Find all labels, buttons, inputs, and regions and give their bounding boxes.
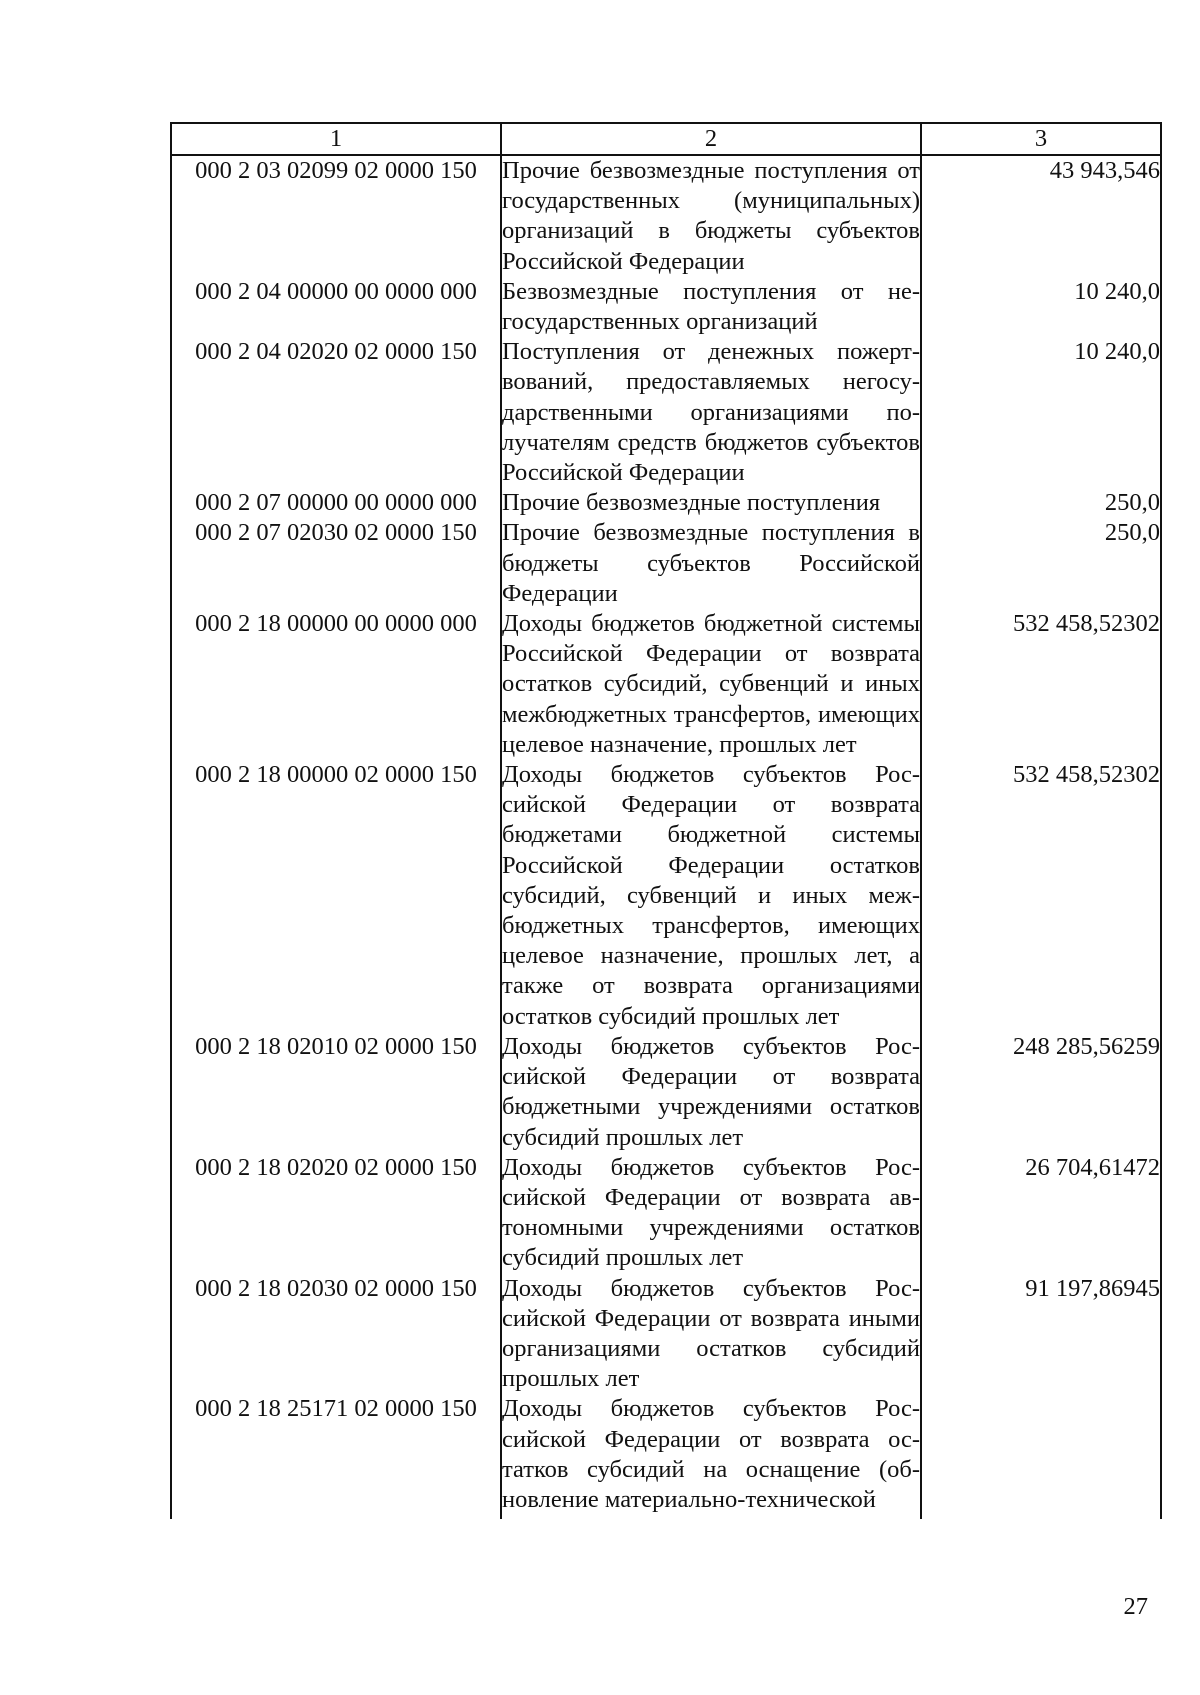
budget-classification-code: 000 2 07 02030 02 0000 150 <box>171 518 501 609</box>
table-row <box>171 518 1161 609</box>
table-row <box>171 155 1161 277</box>
column-number-header-row <box>171 123 1161 155</box>
column-number-2: 2 <box>501 123 921 155</box>
table-row <box>171 760 1161 1032</box>
revenue-amount: 43 943,546 <box>921 155 1161 277</box>
revenue-amount: 10 240,0 <box>921 337 1161 488</box>
budget-revenue-table <box>170 122 1162 1519</box>
revenue-description: Безвозмездные поступления от негосударственных организаций <box>501 277 921 337</box>
revenue-amount: 250,0 <box>921 518 1161 609</box>
budget-classification-code: 000 2 03 02099 02 0000 150 <box>171 155 501 277</box>
revenue-amount: 532 458,52302 <box>921 760 1161 1032</box>
page-number: 27 <box>1123 1593 1148 1620</box>
revenue-description: Прочие безвозмездные поступления в бюджеты субъектов Российской Федерации <box>501 518 921 609</box>
revenue-amount: 248 285,56259 <box>921 1032 1161 1153</box>
revenue-amount: 26 704,61472 <box>921 1153 1161 1274</box>
table-row <box>171 1153 1161 1274</box>
table-row <box>171 1032 1161 1153</box>
revenue-description: Доходы бюджетов субъектов Российской Федерации от возврата автономными учреждениями остатков субсидий прошлых лет <box>501 1153 921 1274</box>
revenue-amount: 10 240,0 <box>921 277 1161 337</box>
table-row <box>171 1274 1161 1395</box>
revenue-description: Поступления от денежных пожертвований, предоставляемых негосударственными организациями получателям средств бюджетов субъектов Российской Федерации <box>501 337 921 488</box>
budget-classification-code: 000 2 04 00000 00 0000 000 <box>171 277 501 337</box>
budget-classification-code: 000 2 18 02010 02 0000 150 <box>171 1032 501 1153</box>
budget-classification-code: 000 2 18 02020 02 0000 150 <box>171 1153 501 1274</box>
revenue-amount: 250,0 <box>921 488 1161 518</box>
budget-classification-code: 000 2 07 00000 00 0000 000 <box>171 488 501 518</box>
table-row <box>171 337 1161 488</box>
column-number-1: 1 <box>171 123 501 155</box>
revenue-amount: 532 458,52302 <box>921 609 1161 760</box>
document-sheet <box>170 122 1160 1519</box>
revenue-amount: 91 197,86945 <box>921 1274 1161 1395</box>
revenue-description: Доходы бюджетов субъектов Российской Федерации от возврата бюджетными учреждениями остатков субсидий прошлых лет <box>501 1032 921 1153</box>
table-row <box>171 277 1161 337</box>
revenue-description: Доходы бюджетов субъектов Российской Федерации от возврата иными организациями остатков субсидий прошлых лет <box>501 1274 921 1395</box>
table-row <box>171 488 1161 518</box>
table-row <box>171 609 1161 760</box>
revenue-description: Доходы бюджетов бюджетной системы Российской Федерации от возврата остатков субсидий, субвенций и иных межбюджетных трансфертов, имеющих целевое назначение, прошлых лет <box>501 609 921 760</box>
revenue-description: Доходы бюджетов субъектов Российской Федерации от возврата бюджетами бюджетной системы Российской Федерации остатков субсидий, субвенций и иных межбюджетных трансфертов, имеющих целевое назначение, прошлых лет, а также от возврата организациями остатков субсидий прошлых лет <box>501 760 921 1032</box>
column-number-3: 3 <box>921 123 1161 155</box>
revenue-description: Прочие безвозмездные поступления от государственных (муниципальных) организаций в бюджеты субъектов Российской Федерации <box>501 155 921 277</box>
budget-classification-code: 000 2 18 25171 02 0000 150 <box>171 1394 501 1519</box>
revenue-description: Прочие безвозмездные поступления <box>501 488 921 518</box>
budget-classification-code: 000 2 18 00000 02 0000 150 <box>171 760 501 1032</box>
revenue-amount <box>921 1394 1161 1519</box>
budget-classification-code: 000 2 18 00000 00 0000 000 <box>171 609 501 760</box>
budget-classification-code: 000 2 04 02020 02 0000 150 <box>171 337 501 488</box>
budget-classification-code: 000 2 18 02030 02 0000 150 <box>171 1274 501 1395</box>
revenue-description: Доходы бюджетов субъектов Российской Федерации от возврата остатков субсидий на оснащение (обновление материально-технической <box>501 1394 921 1519</box>
table-row <box>171 1394 1161 1519</box>
